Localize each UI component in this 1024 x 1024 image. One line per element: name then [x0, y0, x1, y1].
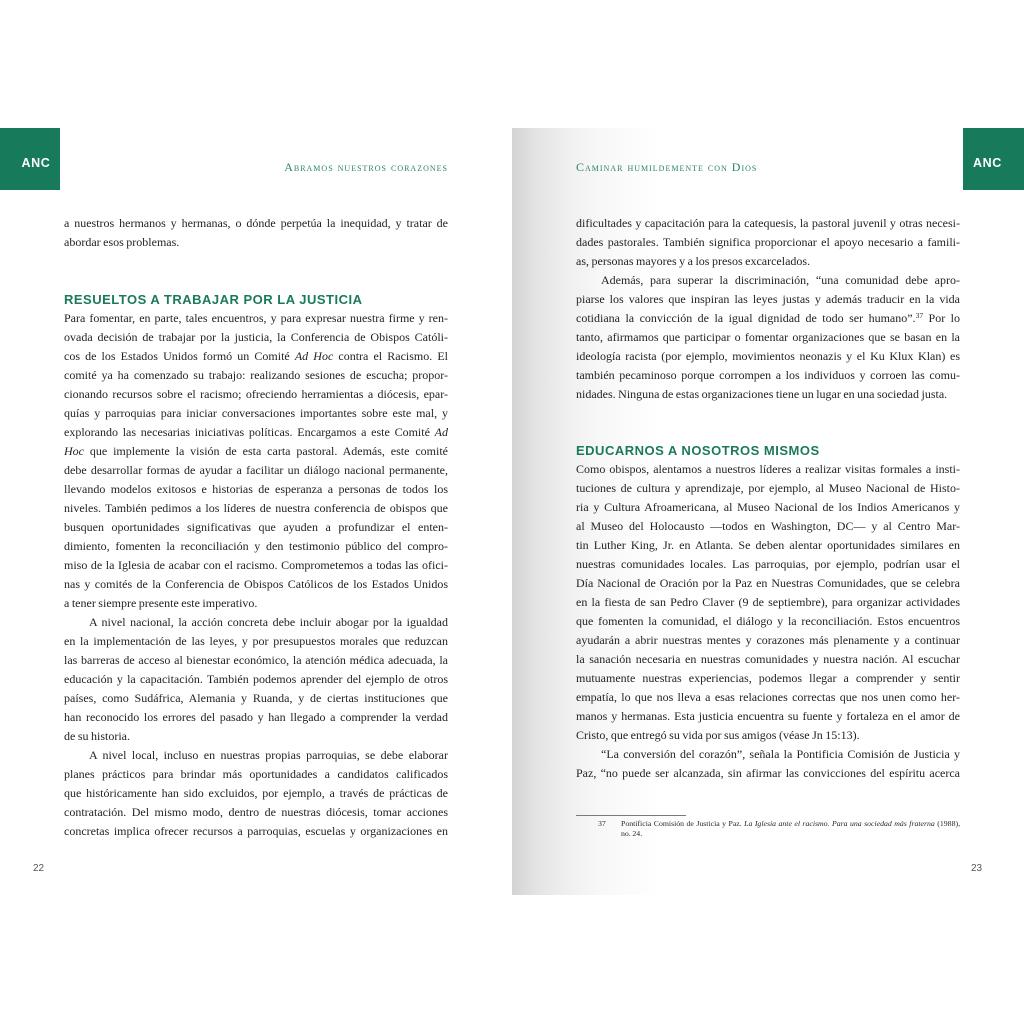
left-intro-text	[64, 214, 448, 252]
body-line: ayudarán a abrir nuestras mentes y corazones más plenamente y a continuar	[576, 633, 960, 647]
body-text: explorando las necesarias iniciativas políticas. Encargamos a este Comité	[64, 425, 435, 439]
body-line: niveles. También pedimos a los líderes de nuestra conferencia de obispos que	[64, 501, 448, 515]
section-heading-left: RESUELTOS A TRABAJAR POR LA JUSTICIA	[64, 292, 363, 307]
body-text: Por lo	[923, 311, 960, 325]
body-line: al Museo del Holocausto —todos en Washington, DC— y al Centro Mar-	[576, 519, 960, 533]
left-body-text	[64, 309, 448, 841]
footnote-reference: 37	[915, 311, 924, 320]
body-line: a tener siempre presente este imperativo.	[64, 596, 258, 610]
body-line: abordar esos problemas.	[64, 235, 180, 249]
page-number-left: 22	[33, 863, 45, 874]
body-line: tanto, afirmamos que participar o fomentar organizaciones que se basan en la	[576, 330, 960, 344]
body-line: A nivel local, incluso en nuestras propias parroquias, se debe elaborar	[89, 748, 448, 762]
chapter-tab-right	[963, 128, 1024, 190]
footnote-text: (1988),	[934, 819, 960, 828]
body-text: contra el Racismo. El	[333, 349, 448, 363]
body-line	[576, 309, 960, 328]
body-line: nidades. Ninguna de estas organizaciones tiene un lugar en una sociedad justa.	[576, 387, 948, 401]
body-line: dades pastorales. También significa proporcionar el apoyo necesario a famili-	[576, 235, 960, 249]
body-text: cos de los Estados Unidos formó un Comité	[64, 349, 295, 363]
body-line: Además, para superar la discriminación, “una comunidad debe apro-	[601, 273, 960, 287]
body-text: cotidiana la convicción de la igual dignidad de todo ser humano”.	[576, 311, 916, 325]
body-line: nas y comités de la Conferencia de Obispos Católicos de los Estados Unidos	[64, 577, 448, 591]
footnote-rule	[576, 815, 686, 816]
italic-text: Ad	[434, 425, 448, 439]
body-line: ideología racista (por ejemplo, movimientos neonazis y el Ku Klux Klan) es	[576, 349, 960, 363]
chapter-tab-label: ANC	[973, 156, 1002, 170]
body-line: también pecaminoso porque corrompen a los individuos y corroen las comu-	[576, 368, 960, 382]
body-line: que históricamente han sido excluidos, por ejemplo, a través de prácticas de	[64, 786, 448, 800]
body-line: cionando recursos sobre el racismo; ofreciendo herramientas a diócesis, epar-	[64, 387, 448, 401]
body-line: Día Nacional de Oración por la Paz en Nuestras Comunidades, que se celebra	[576, 576, 960, 590]
body-line: concretas implica ofrecer recursos a parroquias, escuelas y organizaciones en	[64, 824, 448, 838]
italic-text: Ad Hoc	[294, 349, 334, 363]
body-line: quías y parroquias para iniciar conversaciones importantes sobre este mal, y	[64, 406, 448, 420]
body-text: que implemente la visión de esta carta pastoral. Además, este comité	[84, 444, 448, 458]
italic-text: Hoc	[64, 444, 84, 458]
body-line: dimiento, fomenten la reconciliación y den testimonio público del compro-	[64, 539, 448, 553]
body-line: miso de la Iglesia de acabar con el racismo. Comprometemos a todas las ofici-	[64, 558, 448, 572]
body-line: llevando modelos exitosos e historias de esperanza a personas de todos los	[64, 482, 448, 496]
body-line: tin Luther King, Jr. en Atlanta. Se deben alentar oportunidades similares en	[576, 538, 960, 552]
body-line: en la fiesta de san Pedro Claver (9 de septiembre), para organizar actividades	[576, 595, 960, 609]
body-line	[64, 423, 448, 442]
body-line: contratación. Del mismo modo, dentro de nuestras diócesis, tomar acciones	[64, 805, 448, 819]
body-line: ovada decisión de trabajar por la justicia, la Conferencia de Obispos Católi-	[64, 330, 448, 344]
body-line: países, como Sudáfrica, Alemania y Ruanda, y de ciertas instituciones que	[64, 691, 448, 705]
body-line	[64, 442, 448, 461]
page-number-right: 23	[971, 863, 983, 874]
footnote-line	[621, 819, 960, 829]
body-line: Paz, “no puede ser alcanzada, sin afirmar las convicciones del espíritu acerca	[576, 766, 960, 780]
body-line: Para fomentar, en parte, tales encuentros, y para expresar nuestra firme y ren-	[64, 311, 448, 325]
chapter-tab-label: ANC	[21, 156, 51, 170]
body-line: planes prácticos para brindar más oportunidades a candidatos calificados	[64, 767, 448, 781]
body-line: A nivel nacional, la acción concreta debe incluir abogar por la igualdad	[89, 615, 448, 629]
right-top-text	[576, 214, 960, 404]
running-header-right: Caminar humildemente con Dios	[576, 160, 758, 174]
body-line: ria y Cultura Afroamericana, al Museo Nacional de los Indios Americanos y	[576, 500, 960, 514]
body-line: que fomenten la comunidad, el diálogo y la reconciliación. Estos encuentros	[576, 614, 960, 628]
section-heading-right: EDUCARNOS A NOSOTROS MISMOS	[576, 443, 820, 458]
body-line: busquen oportunidades significativas que ayuden a profundizar el enten-	[64, 520, 448, 534]
right-body-text	[576, 460, 960, 783]
footnote-line: no. 24.	[621, 829, 643, 838]
footnote-number: 37	[598, 819, 606, 828]
body-line: manos y hermanas. Esta justicia encuentra su fuente y fortaleza en el amor de	[576, 709, 960, 723]
body-line: en la implementación de las leyes, y por presupuestos morales que reduzcan	[64, 634, 448, 648]
body-line: dificultades y capacitación para la catequesis, la pastoral juvenil y otras necesi-	[576, 216, 960, 230]
body-line: comité ya ha comenzado su trabajo: realizando sesiones de escucha; propor-	[64, 368, 448, 382]
body-line: tuciones de cultura y aprendizaje, por ejemplo, al Museo Nacional de Histo-	[576, 481, 960, 495]
body-line: educación y la capacitación. También podemos aprender del ejemplo de otros	[64, 672, 448, 686]
body-line: empatía, lo que nos lleva a esas relaciones correctas que nos unen como her-	[576, 690, 960, 704]
body-line	[64, 347, 448, 366]
body-line: la sanación necesaria en nuestras comunidades y nuestra nación. Al escuchar	[576, 652, 960, 666]
body-line: nuestras comunidades locales. Las parroquias, por ejemplo, podrían usar el	[576, 557, 960, 571]
body-line: piarse los valores que inspiran las leyes justas y además traducir en la vida	[576, 292, 960, 306]
body-line: a nuestros hermanos y hermanas, o dónde perpetúa la inequidad, y tratar de	[64, 216, 448, 230]
body-line: de su historia.	[64, 729, 130, 743]
body-line: Cristo, que entregó su vida por sus amigos (véase Jn 15:13).	[576, 728, 860, 742]
footnote-text: Pontificia Comisión de Justicia y Paz.	[621, 819, 745, 828]
chapter-tab-left	[0, 128, 60, 190]
running-header-left: Abramos nuestros corazones	[284, 160, 448, 174]
body-line: debe desarrollar formas de ayudar a facilitar un diálogo nacional permanente,	[64, 463, 448, 477]
body-line: las barreras de acceso al bienestar económico, la atención médica adecuada, la	[64, 653, 448, 667]
body-line: han reconocido los errores del pasado y han llegado a comprender la verdad	[64, 710, 448, 724]
body-line: “La conversión del corazón”, señala la Pontificia Comisión de Justicia y	[601, 747, 960, 761]
body-line: mutuamente nuestras experiencias, podemos llegar a comprender y sentir	[576, 671, 960, 685]
footnote-italic-title: La Iglesia ante el racismo. Para una sociedad más fraterna	[744, 819, 935, 828]
body-line: as, personas mayores y a los presos excarcelados.	[576, 254, 811, 268]
body-line: Como obispos, alentamos a nuestros líderes a realizar visitas formales a insti-	[576, 462, 960, 476]
